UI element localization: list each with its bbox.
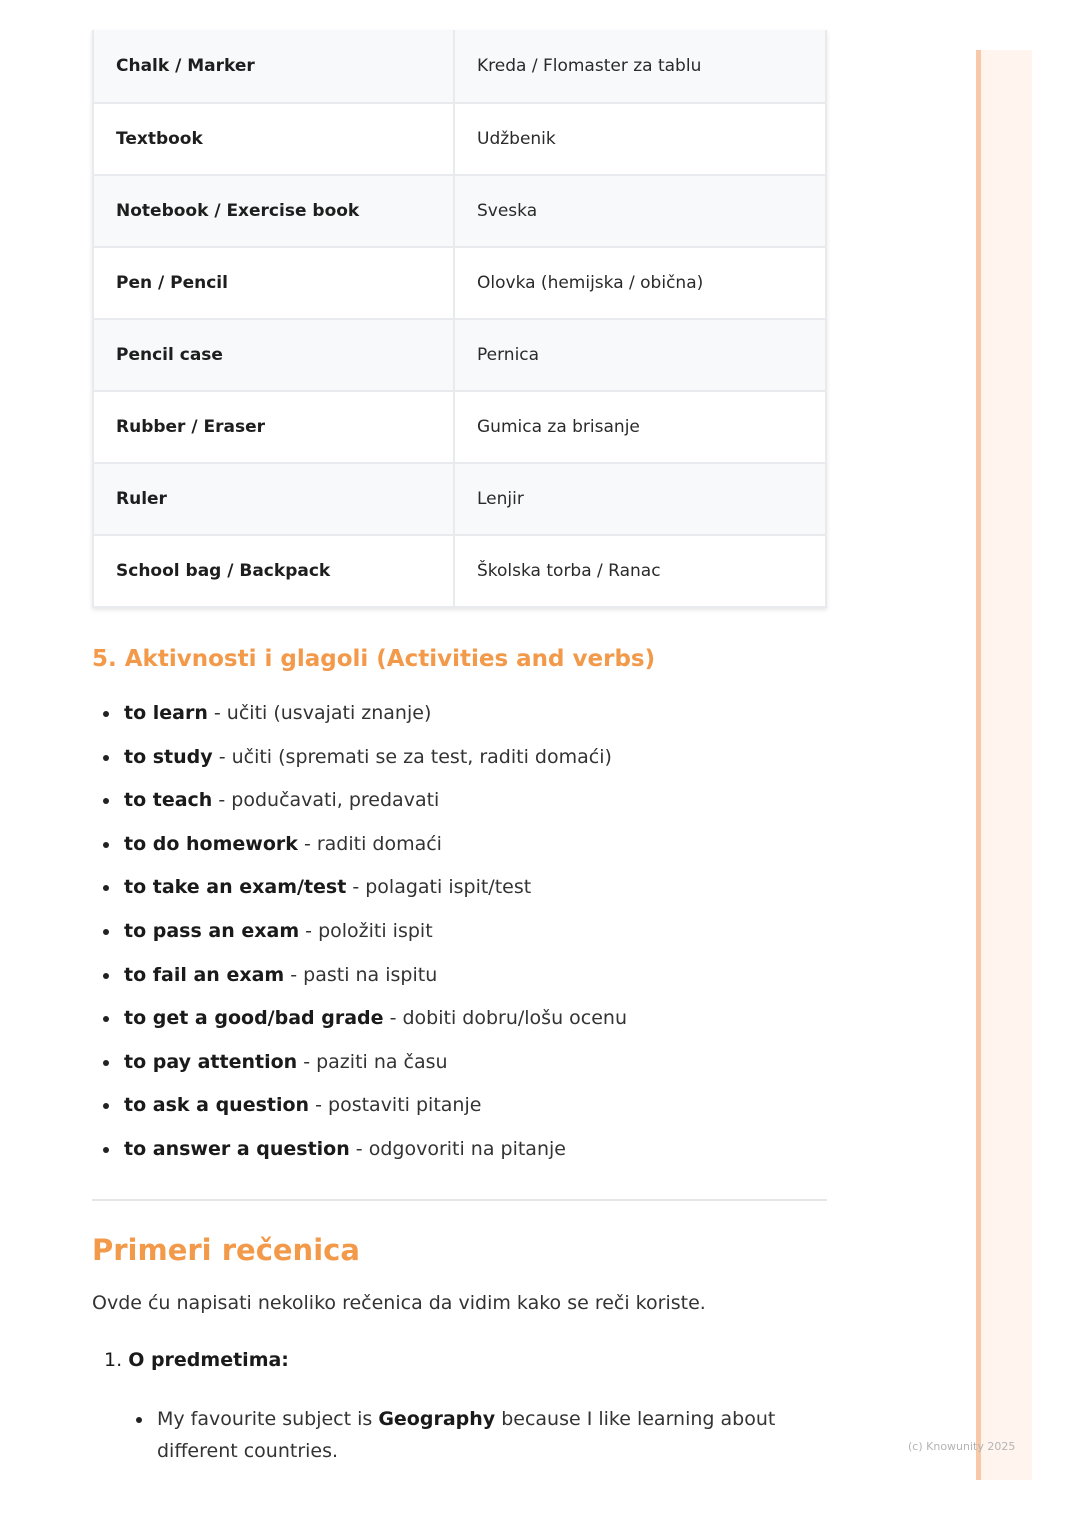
list-item — [124, 828, 627, 872]
section-heading: 5. Aktivnosti i glagoli (Activities and verbs) — [92, 646, 656, 672]
list-item — [124, 1133, 627, 1177]
examples-intro: Ovde ću napisati nekoliko rečenica da vidim kako se reči koriste. — [92, 1292, 706, 1314]
section-divider — [92, 1199, 827, 1201]
copyright-footer: (c) Knowunity 2025 — [908, 1440, 1016, 1453]
list-item — [124, 1046, 627, 1090]
verb-term: to take an exam/test — [124, 876, 347, 899]
table-row — [93, 319, 826, 391]
table-row — [93, 30, 826, 103]
verbs-list — [92, 697, 627, 1177]
serbian-term: Pernica — [454, 319, 826, 391]
serbian-term: Udžbenik — [454, 103, 826, 175]
verb-definition: - pasti na ispitu — [284, 963, 438, 986]
table-row — [93, 463, 826, 535]
item-number: 1. — [104, 1349, 123, 1371]
verb-term: to study — [124, 745, 213, 768]
list-item — [124, 871, 627, 915]
verb-definition: - položiti ispit — [299, 919, 433, 942]
serbian-term: Lenjir — [454, 463, 826, 535]
table-row — [93, 247, 826, 319]
sentence-highlight: Geography — [378, 1408, 496, 1430]
examples-heading: Primeri rečenica — [92, 1233, 360, 1267]
table-row — [93, 391, 826, 463]
english-term: Ruler — [93, 463, 454, 535]
item-title: O predmetima: — [128, 1349, 289, 1371]
english-term: Rubber / Eraser — [93, 391, 454, 463]
numbered-item — [104, 1349, 289, 1371]
verb-definition: - postaviti pitanje — [309, 1094, 482, 1117]
english-term: Pencil case — [93, 319, 454, 391]
english-term: Textbook — [93, 103, 454, 175]
verb-term: to get a good/bad grade — [124, 1007, 384, 1030]
verb-term: to teach — [124, 789, 213, 812]
sentence-start: My favourite subject is — [157, 1408, 379, 1430]
english-term: Chalk / Marker — [93, 30, 454, 103]
english-term: Notebook / Exercise book — [93, 175, 454, 247]
verb-definition: - polagati ispit/test — [346, 876, 532, 899]
serbian-term: Kreda / Flomaster za tablu — [454, 30, 826, 103]
verb-definition: - paziti na času — [297, 1050, 448, 1073]
page-margin-decoration — [976, 50, 1032, 1480]
verb-term: to do homework — [124, 832, 298, 855]
table-row — [93, 175, 826, 247]
serbian-term: Gumica za brisanje — [454, 391, 826, 463]
english-term: School bag / Backpack — [93, 535, 454, 607]
verb-term: to learn — [124, 702, 208, 724]
serbian-term: Olovka (hemijska / obična) — [454, 247, 826, 319]
verb-term: to pass an exam — [124, 919, 300, 942]
list-item — [124, 784, 627, 828]
list-item — [124, 741, 627, 785]
list-item — [124, 1089, 627, 1133]
verb-definition: - učiti (usvajati znanje) — [207, 702, 432, 724]
margin-accent-line — [976, 50, 981, 1480]
verb-term: to fail an exam — [124, 963, 285, 986]
verb-definition: - učiti (spremati se za test, raditi domaći) — [212, 745, 612, 768]
verb-definition: - podučavati, predavati — [212, 789, 440, 812]
english-term: Pen / Pencil — [93, 247, 454, 319]
list-item — [124, 1002, 627, 1046]
verb-definition: - raditi domaći — [297, 832, 442, 855]
verb-definition: - odgovoriti na pitanje — [349, 1137, 566, 1160]
verb-term: to answer a question — [124, 1137, 350, 1160]
verb-definition: - dobiti dobru/lošu ocenu — [383, 1007, 628, 1030]
list-item — [124, 915, 627, 959]
sentence-end: because I like learning about different countries. — [157, 1408, 776, 1462]
vocabulary-table — [92, 30, 827, 608]
table-row — [93, 535, 826, 607]
list-item — [124, 959, 627, 1003]
list-item — [124, 697, 627, 741]
verb-term: to ask a question — [124, 1094, 310, 1117]
verb-term: to pay attention — [124, 1050, 298, 1073]
serbian-term: Sveska — [454, 175, 826, 247]
serbian-term: Školska torba / Ranac — [454, 535, 826, 607]
table-row — [93, 103, 826, 175]
example-sentence — [157, 1403, 817, 1467]
